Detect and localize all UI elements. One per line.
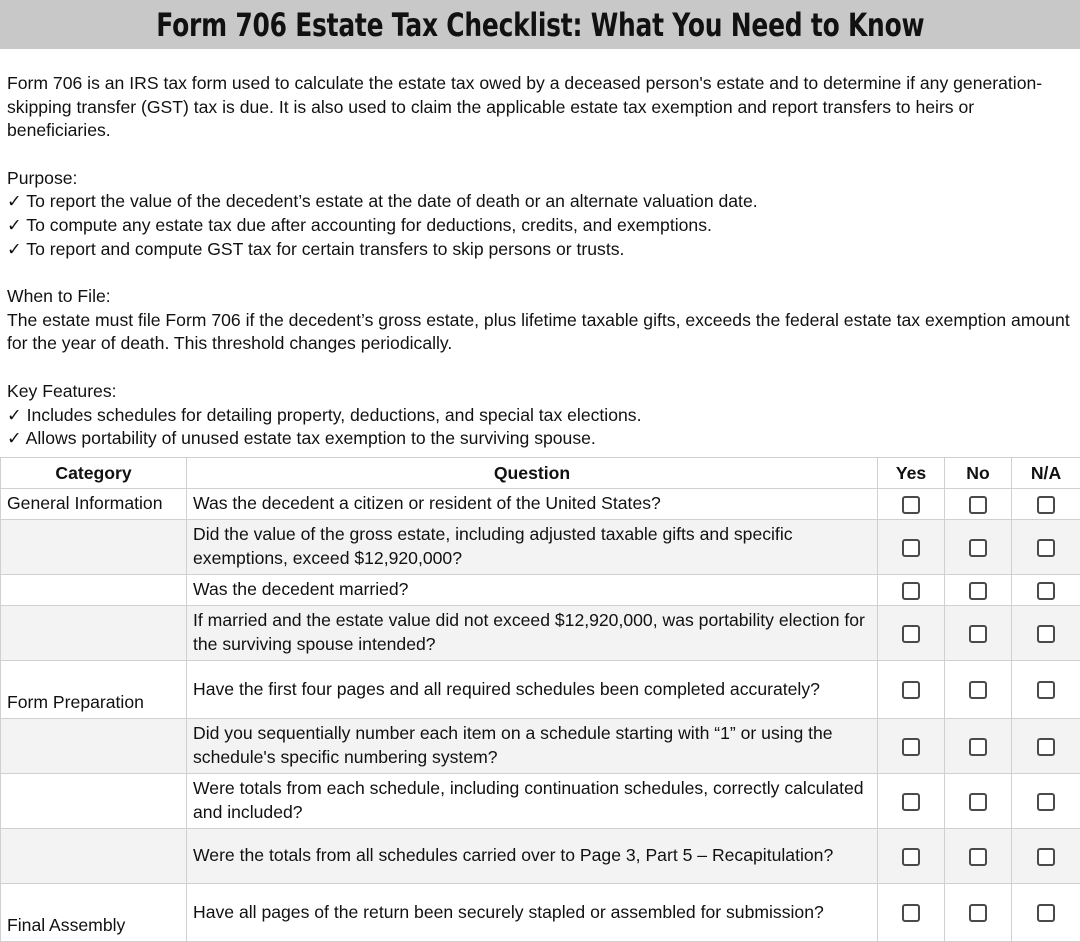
na-checkbox[interactable] (1037, 793, 1055, 811)
purpose-item: ✓ To report the value of the decedent’s estate at the date of death or an alternate valuation date. (7, 190, 1075, 214)
question-cell: Did you sequentially number each item on a schedule starting with “1” or using the schedule's specific numbering system? (187, 719, 878, 774)
intro-section (7, 72, 1075, 451)
category-cell (1, 719, 187, 774)
question-cell: Were the totals from all schedules carried over to Page 3, Part 5 – Recapitulation? (187, 829, 878, 884)
table-row (1, 575, 1080, 606)
title-bar (0, 0, 1080, 49)
question-cell: Have the first four pages and all required schedules been completed accurately? (187, 661, 878, 719)
no-checkbox[interactable] (969, 681, 987, 699)
na-checkbox[interactable] (1037, 539, 1055, 557)
table-row (1, 489, 1080, 520)
question-cell: Did the value of the gross estate, including adjusted taxable gifts and specific exemptions, exceed $12,920,000? (187, 520, 878, 575)
key-features-item: ✓ Includes schedules for detailing property, deductions, and special tax elections. (7, 404, 1075, 428)
purpose-item: ✓ To report and compute GST tax for certain transfers to skip persons or trusts. (7, 238, 1075, 262)
na-checkbox[interactable] (1037, 904, 1055, 922)
no-checkbox[interactable] (969, 625, 987, 643)
yes-checkbox[interactable] (902, 496, 920, 514)
when-to-file-text: The estate must file Form 706 if the decedent’s gross estate, plus lifetime taxable gifts, exceeds the federal estate tax exemption amount for the year of death. This threshold changes periodically. (7, 309, 1075, 356)
no-checkbox[interactable] (969, 904, 987, 922)
na-checkbox[interactable] (1037, 496, 1055, 514)
yes-checkbox[interactable] (902, 904, 920, 922)
when-to-file-heading: When to File: (7, 285, 1075, 309)
header-na: N/A (1012, 458, 1080, 489)
category-cell (1, 774, 187, 829)
no-checkbox[interactable] (969, 738, 987, 756)
category-cell: Final Assembly (1, 884, 187, 942)
no-checkbox[interactable] (969, 582, 987, 600)
table-header-row (1, 458, 1080, 489)
header-category: Category (1, 458, 187, 489)
na-checkbox[interactable] (1037, 738, 1055, 756)
header-yes: Yes (878, 458, 945, 489)
key-features-heading: Key Features: (7, 380, 1075, 404)
yes-checkbox[interactable] (902, 681, 920, 699)
question-cell: If married and the estate value did not exceed $12,920,000, was portability election for the surviving spouse intended? (187, 606, 878, 661)
header-question: Question (187, 458, 878, 489)
na-checkbox[interactable] (1037, 582, 1055, 600)
table-row (1, 884, 1080, 942)
page-title: Form 706 Estate Tax Checklist: What You Need to Know (156, 6, 924, 44)
purpose-item: ✓ To compute any estate tax due after accounting for deductions, credits, and exemptions. (7, 214, 1075, 238)
no-checkbox[interactable] (969, 496, 987, 514)
checklist-table (0, 457, 1080, 942)
category-cell (1, 829, 187, 884)
na-checkbox[interactable] (1037, 681, 1055, 699)
category-cell: General Information (1, 489, 187, 520)
question-cell: Was the decedent married? (187, 575, 878, 606)
purpose-heading: Purpose: (7, 167, 1075, 191)
category-cell (1, 520, 187, 575)
category-cell (1, 606, 187, 661)
yes-checkbox[interactable] (902, 539, 920, 557)
table-row (1, 606, 1080, 661)
yes-checkbox[interactable] (902, 625, 920, 643)
no-checkbox[interactable] (969, 848, 987, 866)
table-row (1, 829, 1080, 884)
yes-checkbox[interactable] (902, 738, 920, 756)
na-checkbox[interactable] (1037, 848, 1055, 866)
intro-paragraph: Form 706 is an IRS tax form used to calculate the estate tax owed by a deceased person's estate and to determine if any generation-skipping transfer (GST) tax is due. It is also used to claim the applicable estate tax exemption and report transfers to heirs or beneficiaries. (7, 72, 1075, 143)
category-cell (1, 575, 187, 606)
key-features-item: ✓ Allows portability of unused estate tax exemption to the surviving spouse. (7, 427, 1075, 451)
table-row (1, 520, 1080, 575)
yes-checkbox[interactable] (902, 793, 920, 811)
table-row (1, 774, 1080, 829)
yes-checkbox[interactable] (902, 582, 920, 600)
table-row (1, 719, 1080, 774)
question-cell: Were totals from each schedule, including continuation schedules, correctly calculated and included? (187, 774, 878, 829)
question-cell: Have all pages of the return been securely stapled or assembled for submission? (187, 884, 878, 942)
no-checkbox[interactable] (969, 793, 987, 811)
header-no: No (945, 458, 1012, 489)
question-cell: Was the decedent a citizen or resident of the United States? (187, 489, 878, 520)
category-cell: Form Preparation (1, 661, 187, 719)
table-row (1, 661, 1080, 719)
yes-checkbox[interactable] (902, 848, 920, 866)
na-checkbox[interactable] (1037, 625, 1055, 643)
no-checkbox[interactable] (969, 539, 987, 557)
